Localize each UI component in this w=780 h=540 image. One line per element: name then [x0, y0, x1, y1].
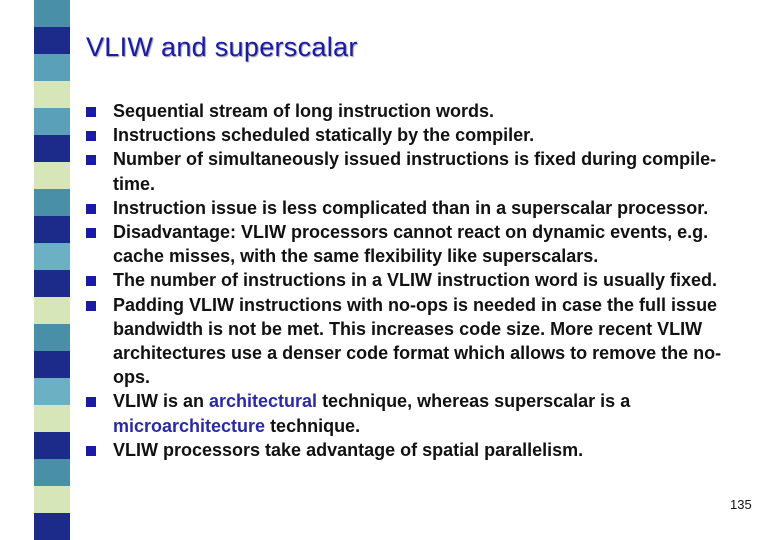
square-bullet-icon [86, 446, 96, 456]
stripe-block [34, 378, 70, 405]
bullet-text: Padding VLIW instructions with no-ops is needed in case the full issue bandwidth is not be met. This increases code size. More recent VLIW architectures use a denser code format which allows to remove the no-ops. [113, 294, 722, 388]
square-bullet-icon [86, 397, 96, 407]
stripe-block [34, 486, 70, 513]
bullet-item [86, 268, 746, 292]
stripe-block [34, 405, 70, 432]
square-bullet-icon [86, 228, 96, 238]
stripe-block [34, 243, 70, 270]
bullet-item [86, 147, 746, 195]
highlight-microarchitecture: microarchitecture [113, 415, 266, 436]
stripe-block [34, 297, 70, 324]
bullet-item [86, 220, 746, 268]
bullet-text: Disadvantage: VLIW processors cannot react on dynamic events, e.g. cache misses, with the same flexibility like superscalars. [113, 222, 709, 267]
bullet-text: Sequential stream of long instruction words. [113, 101, 495, 121]
stripe-block [34, 162, 70, 189]
square-bullet-icon [86, 131, 96, 141]
square-bullet-icon [86, 301, 96, 311]
bullet-text-part: technique, whereas superscalar is a [317, 391, 631, 412]
slide-title: VLIW and superscalar [86, 32, 358, 62]
stripe-block [34, 270, 70, 297]
stripe-block [34, 432, 70, 459]
bullet-text: VLIW processors take advantage of spatial parallelism. [113, 439, 584, 460]
bullet-text: Instructions scheduled statically by the compiler. [113, 125, 535, 146]
stripe-block [34, 135, 70, 162]
stripe-block [34, 324, 70, 351]
bullet-text: Instruction issue is less complicated than in a superscalar processor. [113, 197, 709, 218]
square-bullet-icon [86, 155, 96, 165]
bullet-item [86, 438, 746, 462]
stripe-block [34, 351, 70, 378]
square-bullet-icon [86, 276, 96, 286]
bullet-item [86, 123, 746, 147]
square-bullet-icon [86, 204, 96, 214]
page-number: 135 [730, 497, 752, 512]
bullet-text [113, 391, 630, 435]
stripe-block [34, 81, 70, 108]
decorative-color-stripe [34, 0, 70, 540]
bullet-text-part: technique. [265, 415, 361, 436]
bullet-text: The number of instructions in a VLIW instruction word is usually fixed. [113, 270, 718, 291]
stripe-block [34, 54, 70, 81]
stripe-block [34, 27, 70, 54]
bullet-list [86, 99, 746, 462]
bullet-item [86, 389, 746, 437]
stripe-block [34, 513, 70, 540]
stripe-block [34, 189, 70, 216]
bullet-text: Number of simultaneously issued instructions is fixed during compile-time. [113, 149, 717, 194]
square-bullet-icon [86, 107, 96, 117]
bullet-item [86, 99, 746, 123]
stripe-block [34, 108, 70, 135]
stripe-block [34, 459, 70, 486]
stripe-block [34, 216, 70, 243]
highlight-architectural: architectural [209, 391, 318, 412]
bullet-item [86, 293, 746, 390]
bullet-item [86, 196, 746, 220]
bullet-text-part: VLIW is an [113, 391, 210, 412]
stripe-block [34, 0, 70, 27]
